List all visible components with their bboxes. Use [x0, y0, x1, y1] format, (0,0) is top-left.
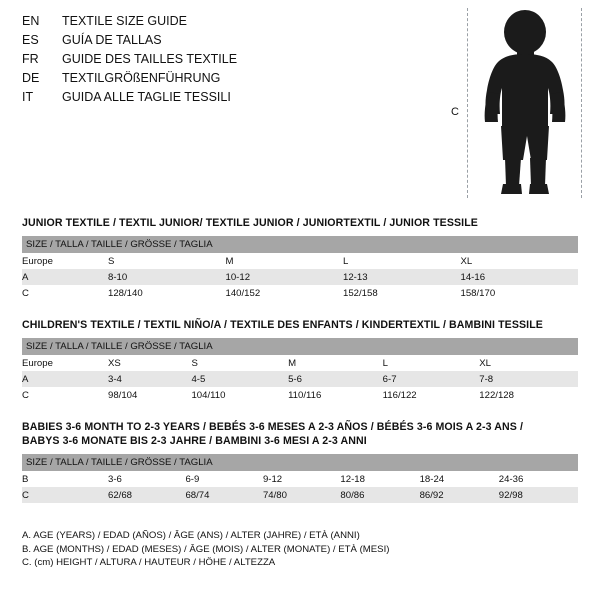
header-title-it: GUIDA ALLE TAGLIE TESSILI: [62, 90, 231, 104]
section-title-junior: JUNIOR TEXTILE / TEXTIL JUNIOR/ TEXTILE JUNIOR / JUNIORTEXTIL / JUNIOR TESSILE: [22, 217, 478, 229]
cell: 98/104: [108, 387, 191, 403]
cell: 104/110: [191, 387, 288, 403]
header-title-de: TEXTILGRÖßENFÜHRUNG: [62, 71, 221, 85]
cell: 3-6: [108, 471, 185, 487]
table-header-row: [22, 454, 578, 471]
cell: 8-10: [108, 269, 226, 285]
footnote-b: B. AGE (MONTHS) / EDAD (MESES) / ÂGE (MOIS) / ALTER (MONATE) / ETÀ (MESI): [22, 543, 390, 555]
cell: XL: [479, 355, 578, 371]
cell: L: [343, 253, 461, 269]
header-row: [22, 90, 442, 109]
table-children: [22, 338, 578, 403]
lang-code-es: ES: [22, 33, 39, 47]
lang-code-en: EN: [22, 14, 40, 28]
cell: 80/86: [340, 487, 419, 503]
cell: 92/98: [499, 487, 578, 503]
row-label: C: [22, 285, 108, 301]
cell: XL: [461, 253, 579, 269]
table-row: [22, 253, 578, 269]
table-row: [22, 387, 578, 403]
cell: S: [108, 253, 226, 269]
header-title-fr: GUIDE DES TAILLES TEXTILE: [62, 52, 238, 66]
cell: 68/74: [185, 487, 262, 503]
row-label: A: [22, 269, 108, 285]
cell: XS: [108, 355, 191, 371]
cell: 18-24: [420, 471, 499, 487]
header-title-es: GUÍA DE TALLAS: [62, 33, 162, 47]
row-label: Europe: [22, 355, 108, 371]
footnote-c: C. (cm) HEIGHT / ALTURA / HAUTEUR / HÖHE / ALTEZZA: [22, 557, 276, 569]
measurement-figure: [451, 8, 590, 198]
height-measure-label: C: [451, 106, 459, 118]
cell: 24-36: [499, 471, 578, 487]
section-title-babies: [22, 421, 523, 448]
header-row: [22, 52, 442, 71]
cell: S: [191, 355, 288, 371]
table-row: [22, 355, 578, 371]
table-header-row: [22, 338, 578, 355]
cell: 128/140: [108, 285, 226, 301]
row-label: C: [22, 387, 108, 403]
lang-code-it: IT: [22, 90, 34, 104]
row-label: Europe: [22, 253, 108, 269]
cell: 122/128: [479, 387, 578, 403]
cell: 116/122: [383, 387, 480, 403]
table-band-label: SIZE / TALLA / TAILLE / GRÖSSE / TAGLIA: [22, 454, 578, 471]
cell: 86/92: [420, 487, 499, 503]
section-title-babies-line2: BABYS 3-6 MONATE BIS 2-3 JAHRE / BAMBINI 3-6 MESI A 2-3 ANNI: [22, 434, 367, 447]
section-title-babies-line1: BABIES 3-6 MONTH TO 2-3 YEARS / BEBÉS 3-6 MESES A 2-3 AÑOS / BÉBÉS 3-6 MOIS A 2-3 ANS /: [22, 421, 524, 433]
table-band-label: SIZE / TALLA / TAILLE / GRÖSSE / TAGLIA: [22, 236, 578, 253]
section-title-children: CHILDREN'S TEXTILE / TEXTIL NIÑO/A / TEXTILE DES ENFANTS / KINDERTEXTIL / BAMBINI TESSILE: [22, 319, 543, 331]
cell: 3-4: [108, 371, 191, 387]
table-row: [22, 487, 578, 503]
cell: L: [383, 355, 480, 371]
header-title-en: TEXTILE SIZE GUIDE: [62, 14, 188, 28]
language-header: [22, 14, 442, 109]
header-row: [22, 33, 442, 52]
cell: 62/68: [108, 487, 185, 503]
table-row: [22, 269, 578, 285]
cell: M: [226, 253, 344, 269]
row-label: A: [22, 371, 108, 387]
table-junior: [22, 236, 578, 301]
cell: 110/116: [288, 387, 383, 403]
cell: 9-12: [263, 471, 340, 487]
cell: 6-7: [383, 371, 480, 387]
table-header-row: [22, 236, 578, 253]
child-silhouette-icon: [473, 10, 577, 198]
table-babies: [22, 454, 578, 503]
cell: 152/158: [343, 285, 461, 301]
footnotes: [22, 529, 582, 570]
cell: 10-12: [226, 269, 344, 285]
cell: M: [288, 355, 383, 371]
guide-line-right: [581, 8, 582, 198]
cell: 14-16: [461, 269, 579, 285]
row-label: C: [22, 487, 108, 503]
cell: 12-13: [343, 269, 461, 285]
table-row: [22, 471, 578, 487]
table-band-label: SIZE / TALLA / TAILLE / GRÖSSE / TAGLIA: [22, 338, 578, 355]
guide-line-left: [467, 8, 468, 198]
table-row: [22, 285, 578, 301]
cell: 140/152: [226, 285, 344, 301]
cell: 4-5: [191, 371, 288, 387]
cell: 12-18: [340, 471, 419, 487]
cell: 158/170: [461, 285, 579, 301]
cell: 5-6: [288, 371, 383, 387]
row-label: B: [22, 471, 108, 487]
footnote-a: A. AGE (YEARS) / EDAD (AÑOS) / ÂGE (ANS) / ALTER (JAHRE) / ETÀ (ANNI): [22, 530, 360, 541]
header-row: [22, 14, 442, 33]
header-row: [22, 71, 442, 90]
cell: 6-9: [185, 471, 262, 487]
table-row: [22, 371, 578, 387]
cell: 7-8: [479, 371, 578, 387]
cell: 74/80: [263, 487, 340, 503]
lang-code-de: DE: [22, 71, 40, 85]
lang-code-fr: FR: [22, 52, 39, 66]
